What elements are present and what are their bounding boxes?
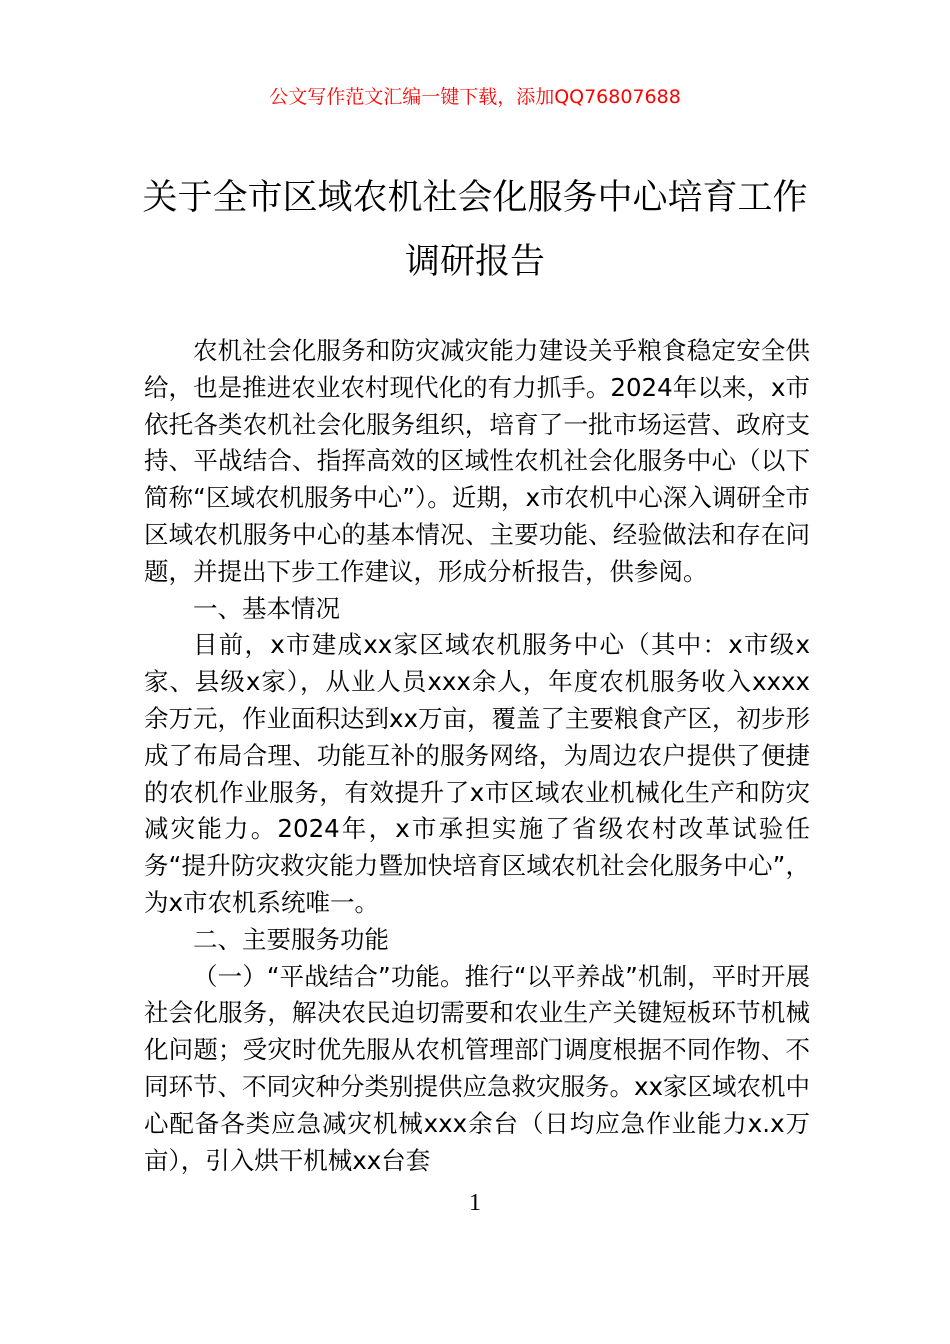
- basic-situation-paragraph: 目前，x市建成xx家区域农机服务中心（其中：x市级x家、县级x家），从业人员xxx余人，年度农机服务收入xxxx余万元，作业面积达到xx万亩，覆盖了主要粮食产区，初步形成了布局合理、功能互补的服务网络，为周边农户提供了便捷的农机作业服务，有效提升了x市区域农业机械化生产和防灾减灾能力。2024年，x市承担实施了省级农村改革试验任务“提升防灾救灾能力暨加快培育区域农机社会化服务中心”，为x市农机系统唯一。: [144, 630, 810, 917]
- intro-paragraph: 农机社会化服务和防灾减灾能力建设关乎粮食稳定安全供给，也是推进农业农村现代化的有力抓手。2024年以来，x市依托各类农机社会化服务组织，培育了一批市场运营、政府支持、平战结合、指挥高效的区域性农机社会化服务中心（以下简称“区域农机服务中心”）。近期，x市农机中心深入调研全市区域农机服务中心的基本情况、主要功能、经验做法和存在问题，并提出下步工作建议，形成分析报告，供参阅。: [144, 336, 810, 586]
- report-title: 关于全市区域农机社会化服务中心培育工作调研报告: [142, 178, 808, 282]
- download-banner: 公文写作范文汇编一键下载，添加QQ76807688: [269, 86, 681, 108]
- section-heading-basic-situation: 一、基本情况: [193, 593, 340, 623]
- function-paragraph-1: （一）“平战结合”功能。推行“以平养战”机制，平时开展社会化服务，解决农民迫切需要和农业生产关键短板环节机械化问题；受灾时优先服从农机管理部门调度根据不同作物、不同环节、不同灾种分类别提供应急救灾服务。xx家区域农机中心配备各类应急减灾机械xxx余台（日均应急作业能力x.x万亩），引入烘干机械xx台套: [144, 961, 810, 1175]
- page-number: 1: [469, 1190, 481, 1216]
- section-heading-main-functions: 二、主要服务功能: [193, 924, 389, 954]
- report-body: [144, 333, 810, 1179]
